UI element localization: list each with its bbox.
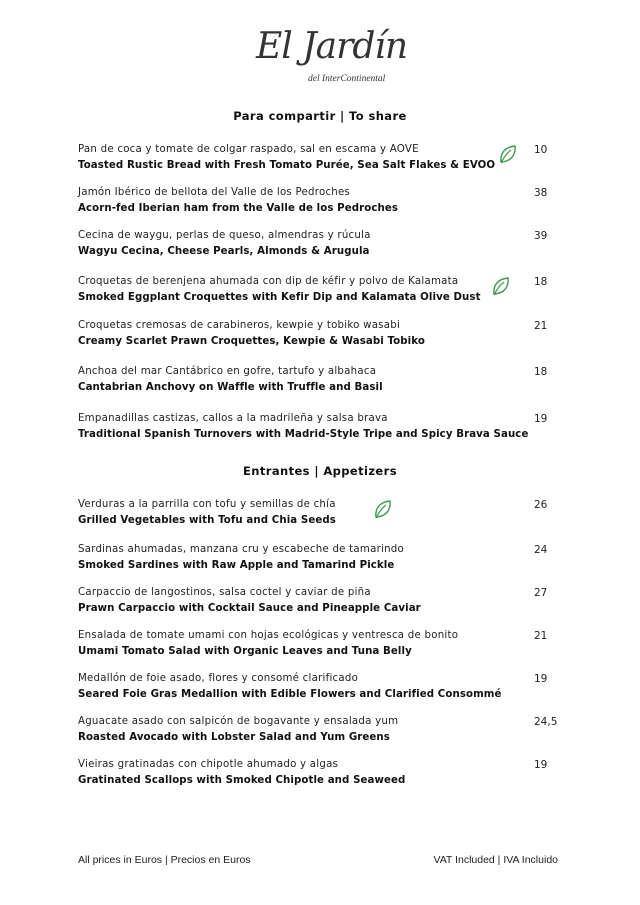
section-title-appetizers: Entrantes | Appetizers [243, 464, 397, 478]
section-title-to-share: Para compartir | To share [233, 109, 407, 123]
item-name-es: Croquetas de berenjena ahumada con dip de kéfir y polvo de Kalamata [78, 276, 459, 287]
item-name-en: Smoked Eggplant Croquettes with Kefir Dip and Kalamata Olive Dust [78, 292, 481, 303]
item-price: 26 [534, 499, 548, 511]
item-name-es: Aguacate asado con salpicón de bogavante y ensalada yum [78, 716, 399, 727]
item-price: 19 [534, 413, 548, 425]
item-price: 10 [534, 144, 548, 156]
item-name-en: Smoked Sardines with Raw Apple and Tamarind Pickle [78, 560, 395, 571]
menu-item [78, 366, 568, 398]
item-name-en: Cantabrian Anchovy on Waffle with Truffle and Basil [78, 382, 383, 393]
menu-item [78, 413, 568, 445]
item-price: 38 [534, 187, 548, 199]
item-name-es: Cecina de waygu, perlas de queso, almendras y rúcula [78, 230, 371, 241]
item-name-en: Prawn Carpaccio with Cocktail Sauce and Pineapple Caviar [78, 603, 421, 614]
menu-item [78, 630, 568, 662]
footer-vat-note: VAT Included | IVA Incluido [433, 854, 558, 866]
logo-script: El Jardín [256, 26, 408, 67]
item-price: 39 [534, 230, 548, 242]
item-price: 18 [534, 366, 548, 378]
item-name-es: Verduras a la parrilla con tofu y semillas de chía [78, 499, 336, 510]
item-price: 21 [534, 320, 548, 332]
footer-currency-note: All prices in Euros | Precios en Euros [78, 854, 251, 866]
item-name-es: Vieiras gratinadas con chipotle ahumado y algas [78, 759, 339, 770]
item-name-en: Toasted Rustic Bread with Fresh Tomato Purée, Sea Salt Flakes & EVOO [78, 160, 496, 171]
menu-item [78, 320, 568, 352]
item-price: 19 [534, 759, 548, 771]
item-name-es: Medallón de foie asado, flores y consomé clarificado [78, 673, 359, 684]
menu-item [78, 716, 568, 748]
logo-subtitle: del InterContinental [308, 74, 386, 84]
item-price: 24,5 [534, 716, 558, 728]
item-price: 21 [534, 630, 548, 642]
item-name-es: Pan de coca y tomate de colgar raspado, sal en escama y AOVE [78, 144, 419, 155]
item-price: 18 [534, 276, 548, 288]
item-name-es: Sardinas ahumadas, manzana cru y escabeche de tamarindo [78, 544, 405, 555]
item-name-en: Acorn-fed Iberian ham from the Valle de los Pedroches [78, 203, 399, 214]
item-name-en: Wagyu Cecina, Cheese Pearls, Almonds & Arugula [78, 246, 370, 257]
menu-item [78, 759, 568, 791]
item-name-es: Anchoa del mar Cantábrico en gofre, tartufo y albahaca [78, 366, 377, 377]
item-name-es: Carpaccio de langostinos, salsa coctel y caviar de piña [78, 587, 371, 598]
menu-item [78, 673, 568, 705]
menu-item [78, 587, 568, 619]
menu-item [78, 187, 568, 219]
leaf-icon [498, 143, 518, 165]
menu-item [78, 144, 568, 176]
item-price: 24 [534, 544, 548, 556]
item-name-es: Empanadillas castizas, callos a la madrileña y salsa brava [78, 413, 388, 424]
item-name-en: Gratinated Scallops with Smoked Chipotle and Seaweed [78, 775, 406, 786]
item-name-en: Roasted Avocado with Lobster Salad and Yum Greens [78, 732, 390, 743]
leaf-icon [373, 498, 393, 520]
item-name-es: Croquetas cremosas de carabineros, kewpie y tobiko wasabi [78, 320, 401, 331]
item-price: 27 [534, 587, 548, 599]
item-name-en: Grilled Vegetables with Tofu and Chia Seeds [78, 515, 336, 526]
menu-item [78, 499, 568, 531]
item-price: 19 [534, 673, 548, 685]
leaf-icon [491, 275, 511, 297]
item-name-en: Creamy Scarlet Prawn Croquettes, Kewpie & Wasabi Tobiko [78, 336, 425, 347]
item-name-en: Umami Tomato Salad with Organic Leaves and Tuna Belly [78, 646, 412, 657]
item-name-en: Seared Foie Gras Medallion with Edible Flowers and Clarified Consommé [78, 689, 502, 700]
menu-item [78, 544, 568, 576]
menu-item [78, 230, 568, 262]
item-name-es: Ensalada de tomate umami con hojas ecológicas y ventresca de bonito [78, 630, 459, 641]
item-name-es: Jamón Ibérico de bellota del Valle de los Pedroches [78, 187, 351, 198]
restaurant-logo [250, 24, 408, 90]
item-name-en: Traditional Spanish Turnovers with Madrid-Style Tripe and Spicy Brava Sauce [78, 429, 529, 440]
